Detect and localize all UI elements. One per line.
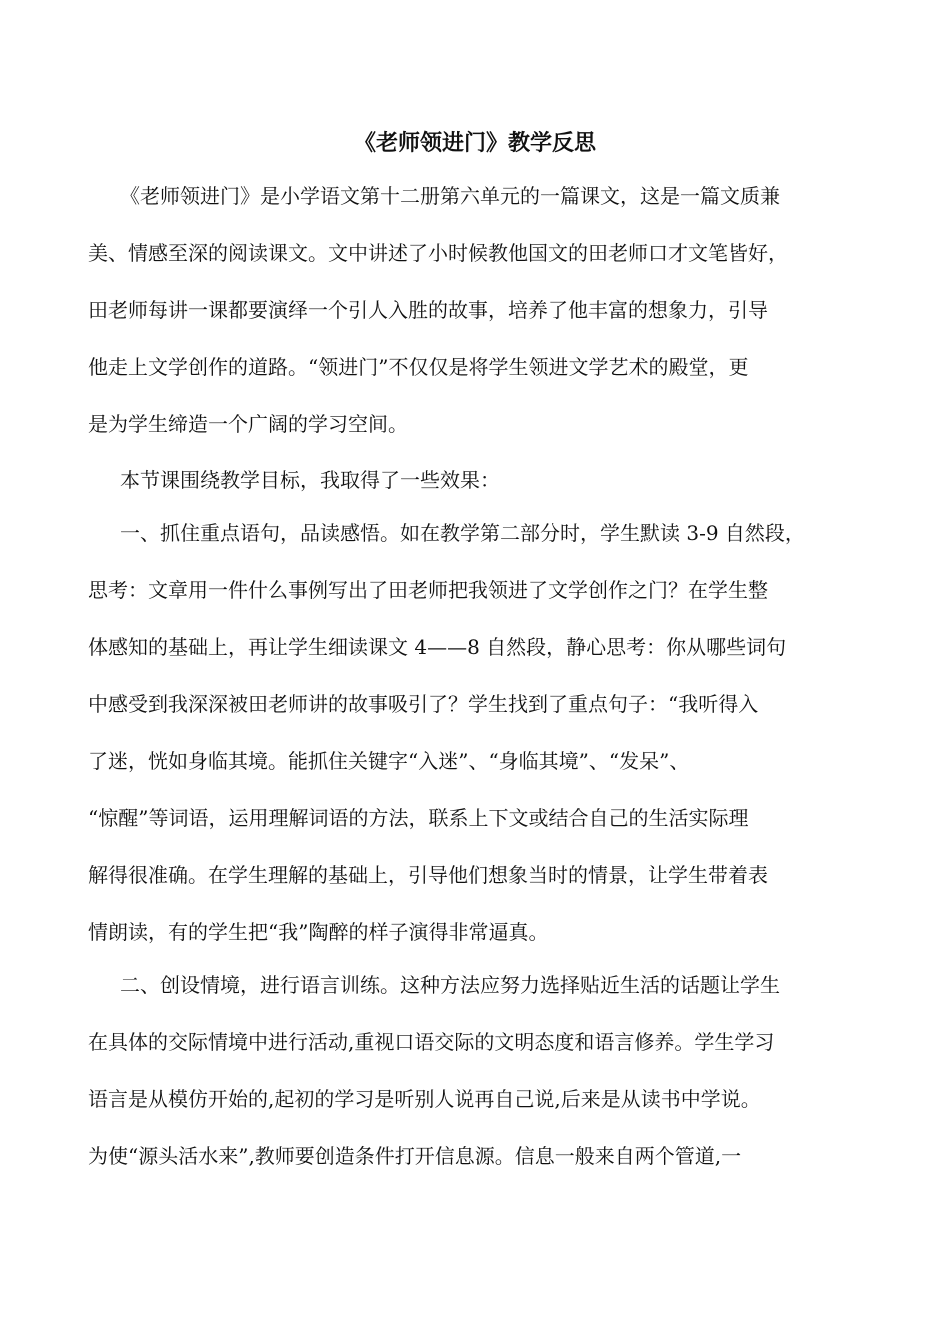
text-line-1: 《老师领进门》是小学语文第十二册第六单元的一篇课文，这是一篇文质兼: [120, 184, 780, 208]
text-line-3: 田老师每讲一课都要演绎一个引人入胜的故事，培养了他丰富的想象力，引导: [88, 298, 768, 322]
text-line-11: 了迷，恍如身临其境。能抓住关键字“入迷”、“身临其境”、“发呆”、: [88, 749, 690, 773]
text-line-10: 中感受到我深深被田老师讲的故事吸引了？学生找到了重点句子：“我听得入: [88, 692, 759, 716]
text-line-16: 在具体的交际情境中进行活动,重视口语交际的文明态度和语言修养。学生学习: [88, 1030, 775, 1054]
text-line-8: 思考：文章用一件什么事例写出了田老师把我领进了文学创作之门？在学生整: [88, 578, 768, 602]
text-line-15: 二、创设情境，进行语言训练。这种方法应努力选择贴近生活的话题让学生: [120, 973, 780, 997]
text-line-6: 本节课围绕教学目标，我取得了一些效果：: [120, 468, 500, 492]
text-line-18: 为使“源头活水来”,教师要创造条件打开信息源。信息一般来自两个管道,一: [88, 1144, 742, 1168]
text-line-5: 是为学生缔造一个广阔的学习空间。: [88, 412, 408, 436]
text-line-14: 情朗读，有的学生把“我”陶醉的样子演得非常逼真。: [88, 920, 549, 944]
text-line-4: 他走上文学创作的道路。“领进门”不仅仅是将学生领进文学艺术的殿堂，更: [88, 355, 749, 379]
text-line-13: 解得很准确。在学生理解的基础上，引导他们想象当时的情景，让学生带着表: [88, 863, 768, 887]
document-title: 《老师领进门》教学反思: [353, 131, 596, 156]
text-line-17: 语言是从模仿开始的,起初的学习是听别人说再自己说,后来是从读书中学说。: [88, 1087, 761, 1111]
text-line-7: 一、抓住重点语句，品读感悟。如在教学第二部分时，学生默读 3-9 自然段，: [120, 521, 805, 545]
text-line-9: 体感知的基础上，再让学生细读课文 4——8 自然段，静心思考：你从哪些词句: [88, 635, 787, 659]
text-line-2: 美、情感至深的阅读课文。文中讲述了小时候教他国文的田老师口才文笔皆好，: [88, 241, 788, 265]
text-line-12: “惊醒”等词语，运用理解词语的方法，联系上下文或结合自己的生活实际理: [88, 806, 749, 830]
